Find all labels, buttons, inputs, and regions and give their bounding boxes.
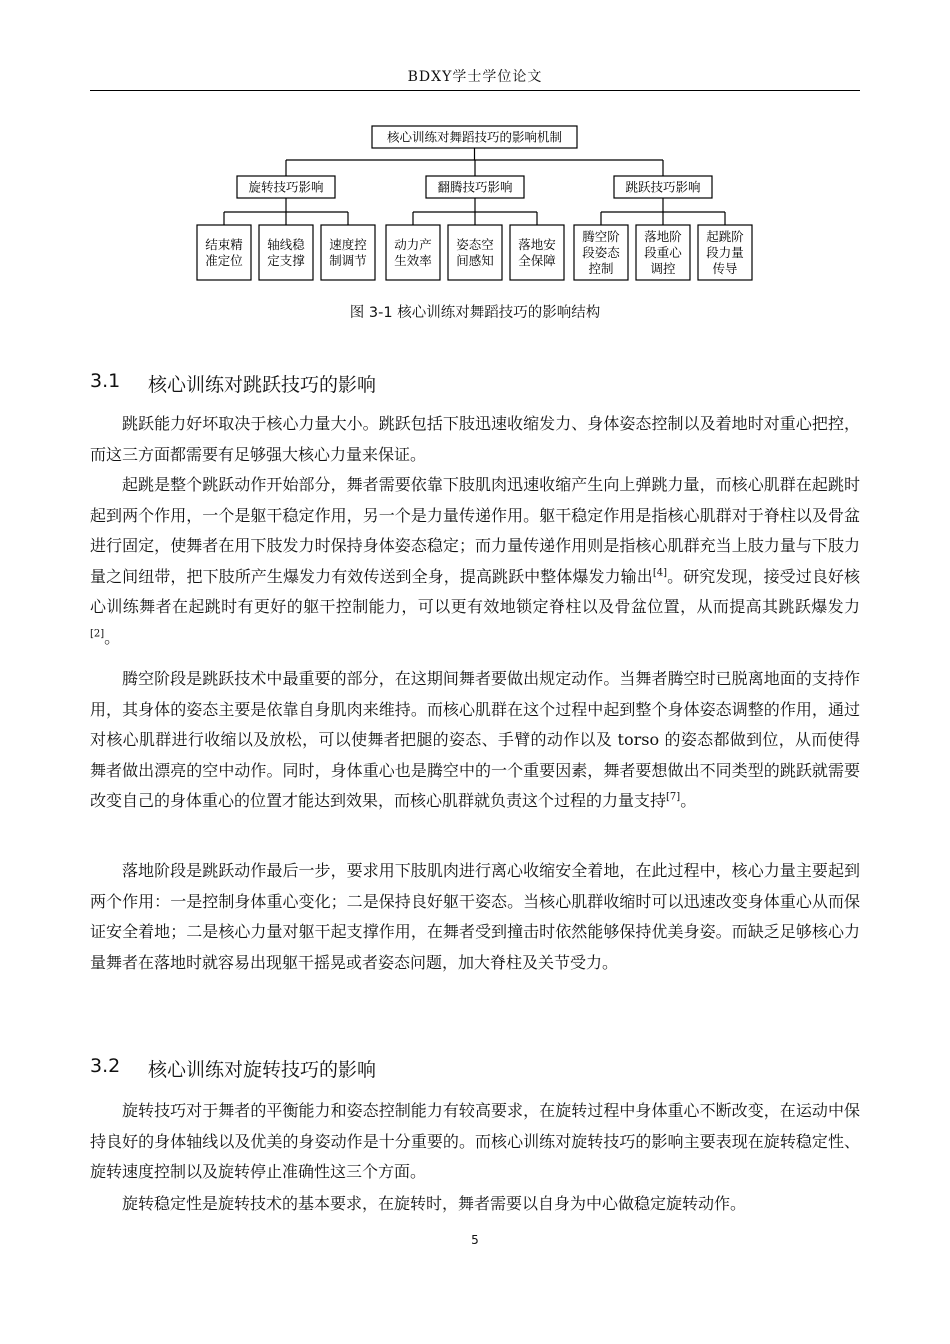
leaf-node-label: 定支撑	[267, 253, 305, 268]
paragraph	[90, 664, 860, 817]
citation: [7]	[666, 791, 681, 803]
leaf-node-label: 准定位	[205, 253, 243, 268]
leaf-node-label: 生效率	[394, 253, 432, 268]
section-heading-3-2	[90, 1055, 376, 1082]
paragraph	[90, 470, 860, 653]
leaf-node-label: 轴线稳	[267, 237, 305, 252]
leaf-node-label: 落地安	[518, 237, 556, 252]
group-node-label: 旋转技巧影响	[248, 179, 324, 195]
paragraph-text: 。研究发现，接受过良好核心训练舞者在起跳时有更好的躯干控制能力，可以更有效地锁定脊柱以及骨盆位置，从而提高其跳跃爆发力	[90, 566, 860, 616]
paragraph: 旋转技巧对于舞者的平衡能力和姿态控制能力有较高要求，在旋转过程中身体重心不断改变，在运动中保持良好的身体轴线以及优美的身姿动作是十分重要的。而核心训练对旋转技巧的影响主要表现在旋转稳定性、旋转速度控制以及旋转停止准确性这三个方面。	[90, 1101, 860, 1181]
root-node-label: 核心训练对舞蹈技巧的影响机制	[386, 129, 563, 145]
citation: [4]	[652, 567, 668, 579]
section-title: 核心训练对旋转技巧的影响	[148, 1059, 377, 1081]
citation: [2]	[90, 628, 105, 640]
leaf-node-label: 腾空阶	[582, 229, 620, 244]
page-number: 5	[471, 1233, 479, 1247]
leaf-node-label: 传导	[712, 261, 738, 276]
leaf-node-label: 段力量	[706, 245, 744, 260]
section-heading-3-1	[90, 370, 376, 397]
leaf-node-label: 间感知	[456, 253, 494, 268]
leaf-node-label: 段姿态	[582, 245, 620, 260]
running-header: BDXY学士学位论文	[407, 69, 543, 85]
leaf-node-label: 落地阶	[644, 229, 682, 244]
leaf-node-label: 起跳阶	[706, 229, 744, 244]
leaf-node-label: 控制	[588, 261, 614, 276]
paragraph-text: 腾空阶段是跳跃技术中最重要的部分，在这期间舞者要做出规定动作。当舞者腾空时已脱离地面的支持作用，其身体的姿态主要是依靠自身肌肉来维持。而核心肌群在这个过程中起到整个身体姿态调整的作用，通过对核心肌群进行收缩以及放松，可以使舞者把腿的姿态、手臂的动作以及 torso 的姿态都做到位，从而使得舞者做出漂亮的空中动作。同时，身体重心也是腾空中的一个重要因素，舞者要想做出不同类型的跳跃就需要改变自己的身体重心的位置才能达到效果，而核心肌群就负责这个过程的力量支持	[90, 669, 860, 810]
paragraph-text: 起跳是整个跳跃动作开始部分，舞者需要依靠下肢肌肉迅速收缩产生向上弹跳力量，而核心肌群在起跳时起到两个作用，一个是躯干稳定作用，另一个是力量传递作用。躯干稳定作用是指核心肌群对于脊柱以及骨盆进行固定，使舞者在用下肢发力时保持身体姿态稳定；而力量传递作用则是指核心肌群充当上肢力量与下肢力量之间纽带，把下肢所产生爆发力有效传送到全身，提高跳跃中整体爆发力输出	[90, 475, 860, 586]
leaf-node-label: 姿态空	[456, 237, 494, 252]
paragraph: 落地阶段是跳跃动作最后一步，要求用下肢肌肉进行离心收缩安全着地，在此过程中，核心力量主要起到两个作用：一是控制身体重心变化；二是保持良好躯干姿态。当核心肌群收缩时可以迅速改变身体重心从而保证安全着地；二是核心力量对躯干起支撑作用，在舞者受到撞击时依然能够保持优美身姿。而缺乏足够核心力量舞者在落地时就容易出现躯干摇晃或者姿态问题，加大脊柱及关节受力。	[90, 861, 860, 972]
group-node-label: 跳跃技巧影响	[625, 179, 701, 195]
leaf-node-label: 调控	[650, 261, 676, 276]
section-number: 3.2	[90, 1055, 121, 1077]
paragraph: 旋转稳定性是旋转技术的基本要求，在旋转时，舞者需要以自身为中心做稳定旋转动作。	[122, 1194, 747, 1213]
figure-caption: 图 3-1 核心训练对舞蹈技巧的影响结构	[349, 305, 601, 321]
paragraph: 跳跃能力好坏取决于核心力量大小。跳跃包括下肢迅速收缩发力、身体姿态控制以及着地时对重心把控，而这三方面都需要有足够强大核心力量来保证。	[90, 414, 860, 464]
leaf-node-label: 段重心	[644, 245, 682, 260]
leaf-node-label: 全保障	[518, 253, 556, 268]
section-title: 核心训练对跳跃技巧的影响	[148, 374, 377, 396]
paragraph-text: 。	[104, 627, 121, 647]
group-node-label: 翻腾技巧影响	[437, 179, 513, 195]
paragraph-text: 。	[680, 791, 697, 810]
leaf-node-label: 动力产	[394, 237, 432, 252]
leaf-node-label: 结束精	[205, 237, 243, 252]
leaf-node-label: 制调节	[329, 253, 367, 268]
structure-diagram	[0, 0, 950, 300]
section-number: 3.1	[90, 370, 121, 392]
leaf-node-label: 速度控	[329, 237, 367, 252]
